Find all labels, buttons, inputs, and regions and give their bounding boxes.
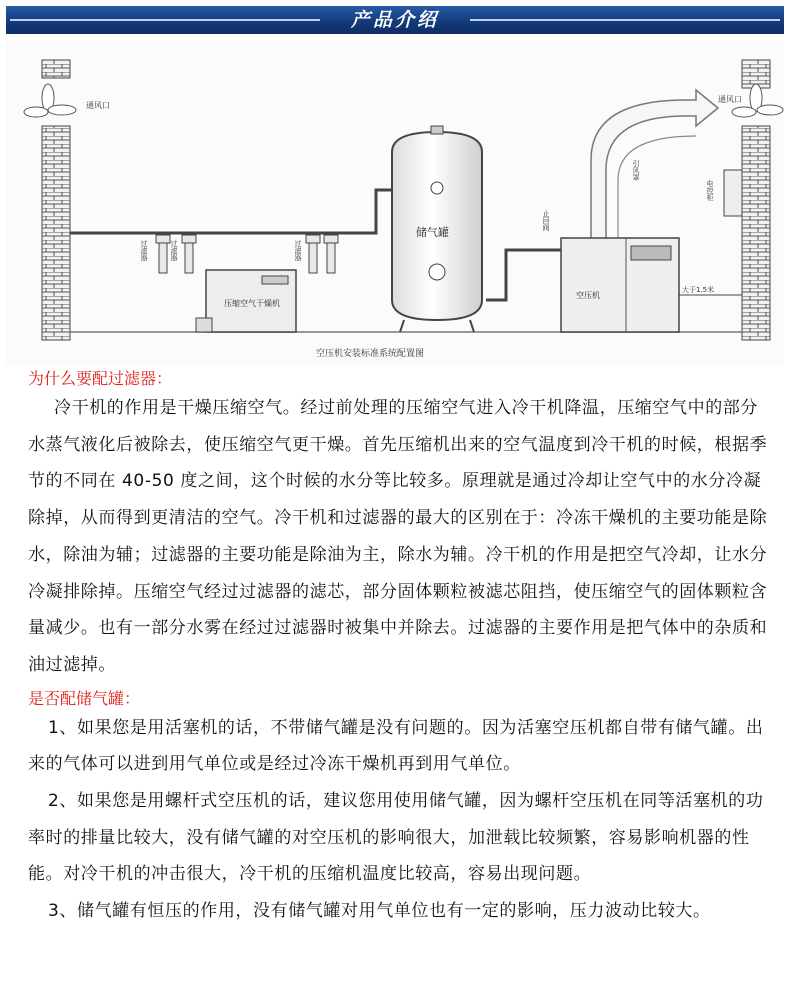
distance-label: 大于1.5米 bbox=[682, 286, 715, 294]
air-dryer bbox=[196, 270, 296, 332]
tank-label: 储气罐 bbox=[416, 226, 449, 239]
filter-label: 过滤器 bbox=[170, 240, 178, 261]
control-cabinet-label: 电控柜 bbox=[706, 180, 714, 201]
filter-label: 过滤器 bbox=[294, 240, 302, 261]
air-tank bbox=[392, 126, 482, 332]
header-title: 产品介绍 bbox=[350, 9, 439, 31]
air-compressor bbox=[561, 238, 679, 332]
vent-right-label: 通风口 bbox=[718, 95, 742, 104]
section-heading-tank: 是否配储气罐： bbox=[28, 688, 141, 708]
article-body bbox=[0, 364, 790, 930]
filter-label: 过滤器 bbox=[140, 240, 148, 261]
dryer-label: 压缩空气干燥机 bbox=[224, 299, 280, 308]
check-valve-label: 止回阀 bbox=[542, 210, 550, 231]
paragraph: 2、如果您是用螺杆式空压机的话，建议您用使用储气罐，因为螺杆空压机在同等活塞机的功率时的排量比较大，没有储气罐的对空压机的影响很大，加泄载比较频繁，容易影响机器的性能。对冷干机的冲击很大，冷干机的压缩机温度比较高，容易出现问题。 bbox=[28, 791, 764, 885]
diagram-caption: 空压机安装标准系统配置图 bbox=[316, 349, 425, 359]
vent-left-label: 通风口 bbox=[86, 101, 110, 110]
compressor-label: 空压机 bbox=[576, 291, 600, 300]
header-decor-line-right bbox=[470, 19, 780, 21]
paragraph: 1、如果您是用活塞机的话，不带储气罐是没有问题的。因为活塞空压机都自带有储气罐。出来的气体可以进到用气单位或是经过冷冻干燥机再到用气单位。 bbox=[28, 717, 764, 775]
section-heading-filter: 为什么要配过滤器： bbox=[28, 369, 173, 388]
section-header bbox=[0, 0, 790, 37]
duct-label: 引风罩 bbox=[632, 160, 640, 181]
paragraph: 冷干机的作用是干燥压缩空气。经过前处理的压缩空气进入冷干机降温，压缩空气中的部分水蒸气液化后被除去，使压缩空气更干燥。首先压缩机出来的空气温度到冷干机的时候，根据季节的不同在 40-50 度之间，这个时候的水分等比较多。原理就是通过冷却让空气中的水分冷凝除掉，从而得到更清洁的空气。冷干机和过滤器的最大的区别在于：冷冻干燥机的主要功能是除水，除油为辅；过滤器的主要功能是除油为主，除水为辅。冷干机的作用是把空气冷却，让水分冷凝排除掉。压缩空气经过过滤器的滤芯，部分固体颗粒被滤芯阻挡，使压缩空气的固体颗粒含量减少。也有一部分水雾在经过过滤器时被集中并除去。过滤器的主要作用是把气体中的杂质和油过滤掉。 bbox=[28, 398, 768, 675]
paragraph: 3、储气罐有恒压的作用，没有储气罐对用气单位也有一定的影响，压力波动比较大。 bbox=[48, 901, 711, 922]
installation-diagram bbox=[6, 40, 784, 365]
header-decor-line-left bbox=[10, 19, 320, 21]
